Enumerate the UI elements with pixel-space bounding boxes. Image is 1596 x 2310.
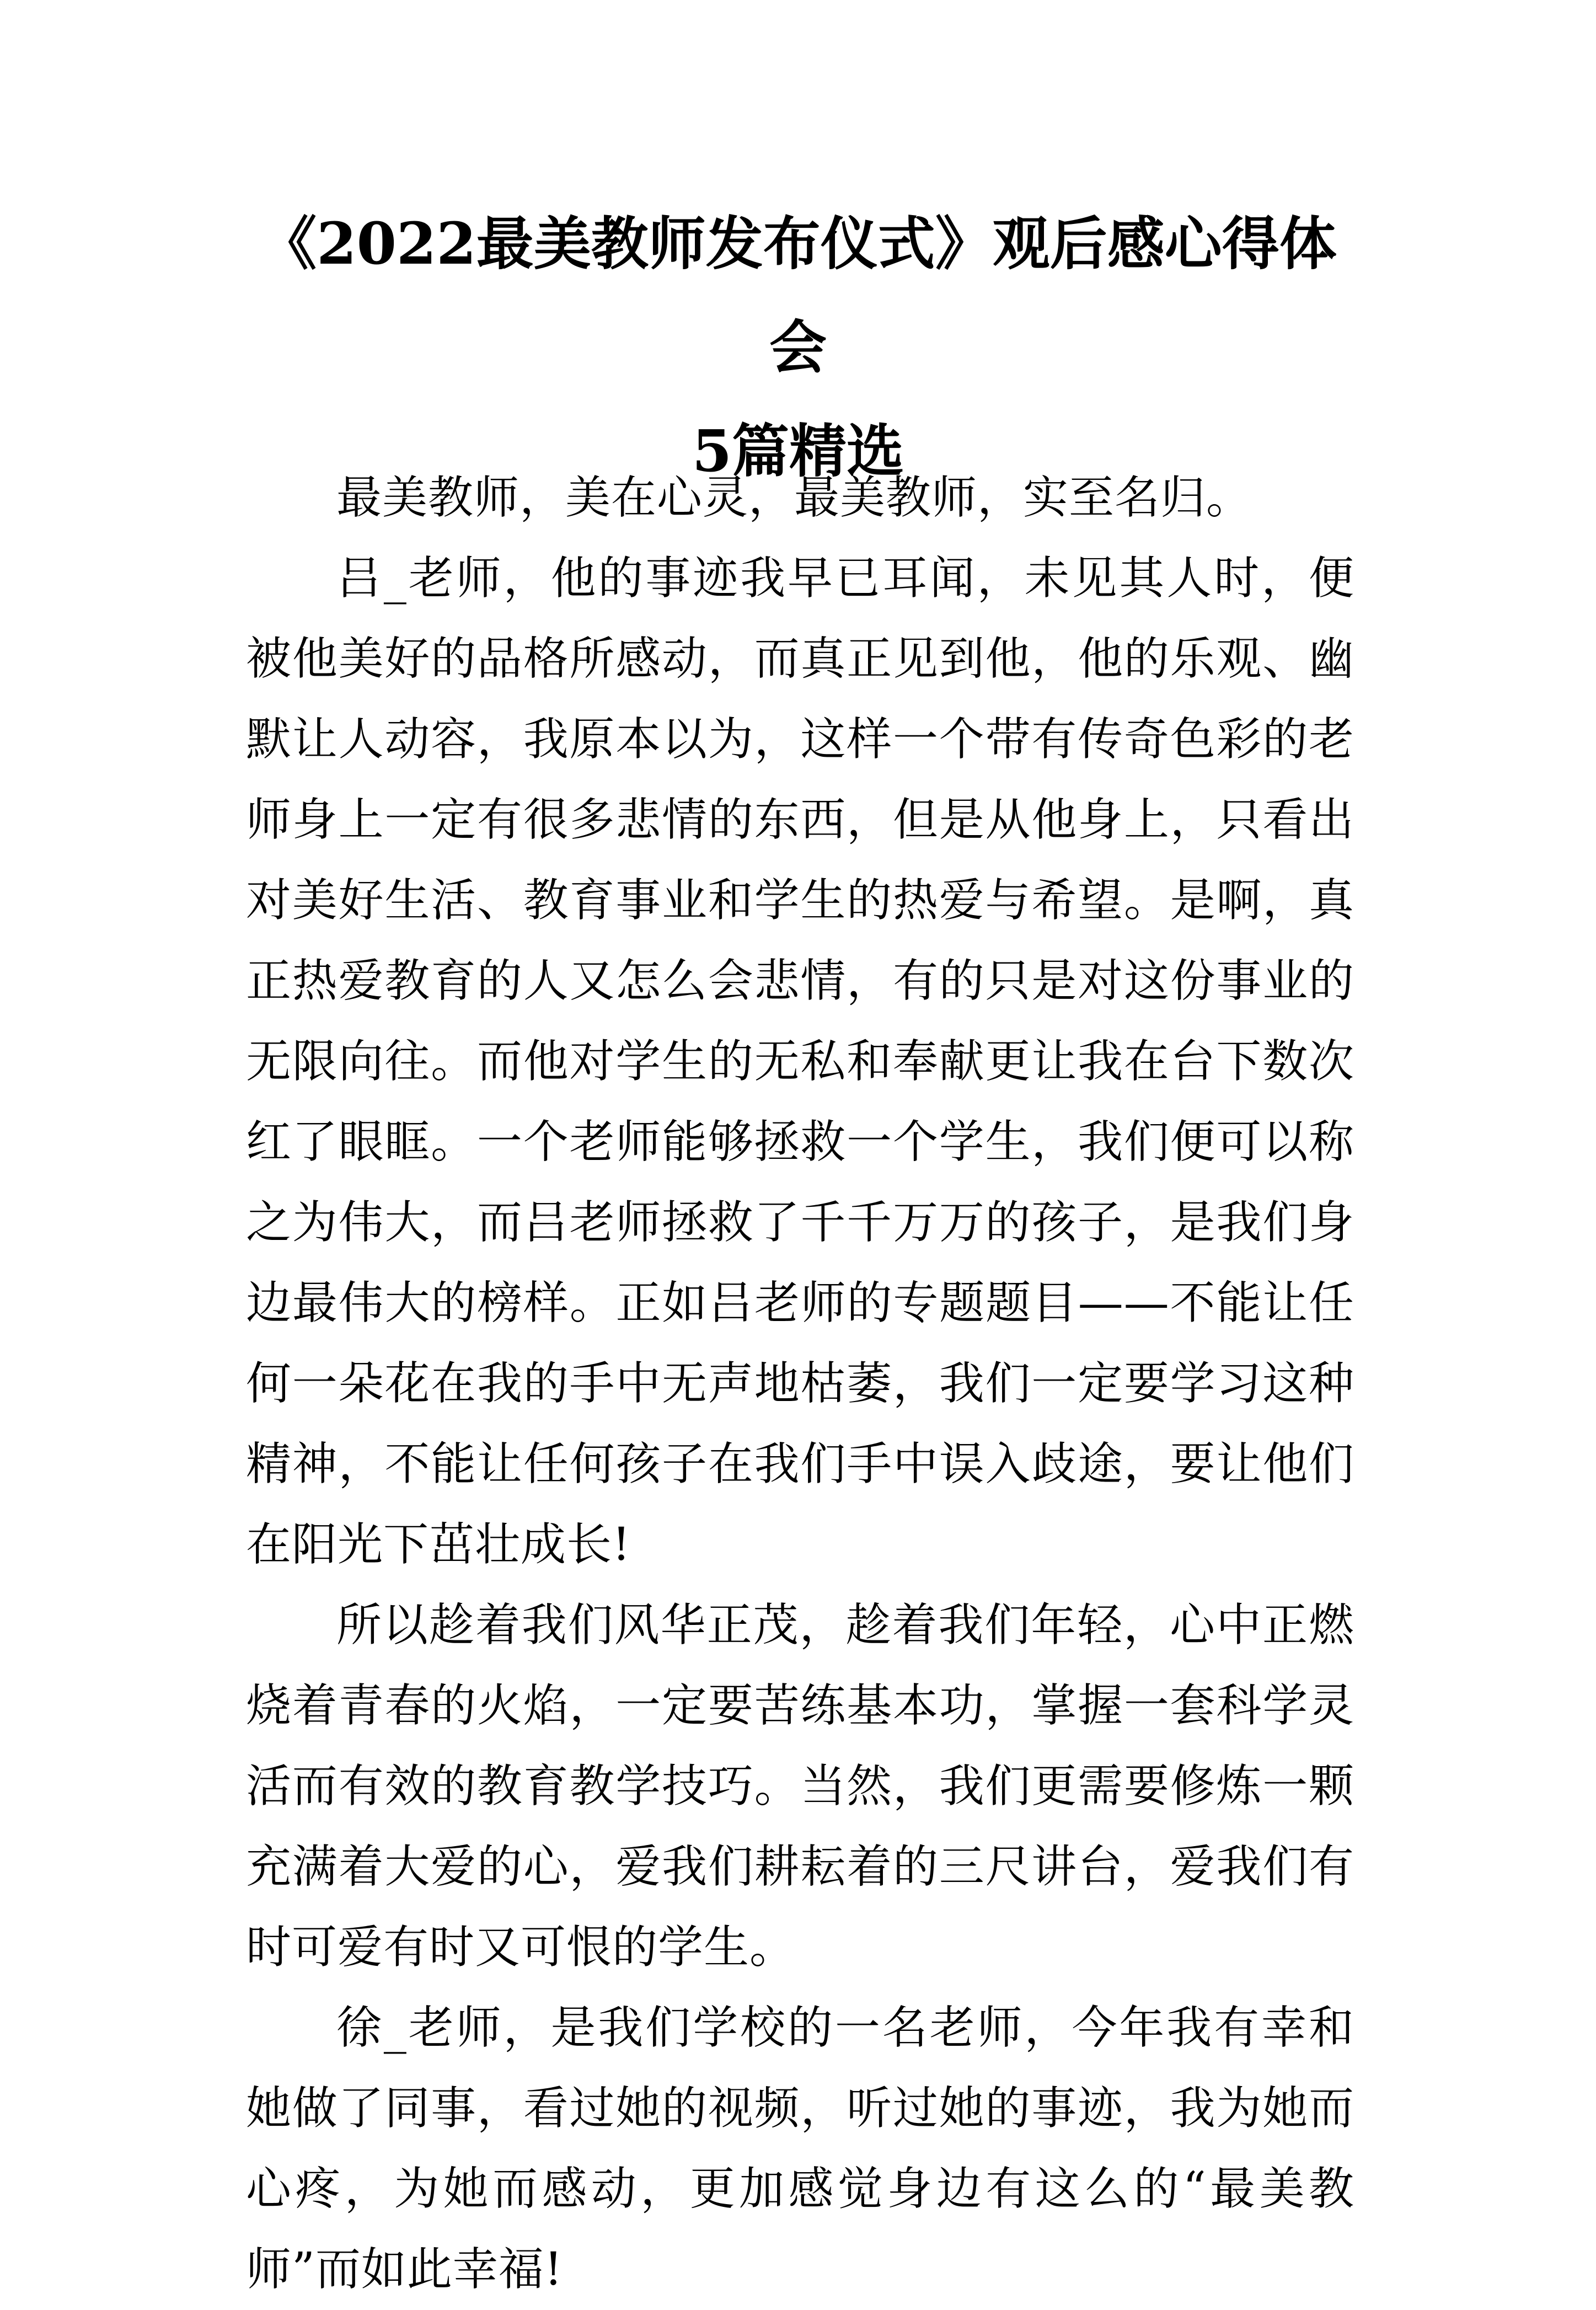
paragraph-1: 最美教师，美在心灵，最美教师，实至名归。	[336, 472, 1252, 524]
document-title	[243, 192, 1353, 503]
paragraph-3: 所以趁着我们风华正茂，趁着我们年轻，心中正燃烧着青春的火焰，一定要苦练基本功，掌握一套科学灵活而有效的教育教学技巧。当然，我们更需要修炼一颗充满着大爱的心，爱我们耕耘着的三尺讲台，爱我们有时可爱有时又可恨的学生。	[246, 1599, 1354, 1974]
title-line-1: 《2022最美教师发布仪式》观后感心得体会	[259, 210, 1337, 381]
title-line-2: 5篇精选	[692, 417, 904, 485]
paragraph-2: 吕_老师，他的事迹我早已耳闻，未见其人时，便被他美好的品格所感动，而真正见到他，他的乐观、幽默让人动容，我原本以为，这样一个带有传奇色彩的老师身上一定有很多悲情的东西，但是从他身上，只看出对美好生活、教育事业和学生的热爱与希望。是啊，真正热爱教育的人又怎么会悲情，有的只是对这份事业的无限向往。而他对学生的无私和奉献更让我在台下数次红了眼眶。一个老师能够拯救一个学生，我们便可以称之为伟大，而吕老师拯救了千千万万的孩子，是我们身边最伟大的榜样。正如吕老师的专题题目——不能让任何一朵花在我的手中无声地枯萎，我们一定要学习这种精神，不能让任何孩子在我们手中误入歧途，要让他们在阳光下茁壮成长!	[246, 552, 1354, 1571]
document-body	[246, 458, 1354, 2310]
paragraph-4: 徐_老师，是我们学校的一名老师，今年我有幸和她做了同事，看过她的视频，听过她的事迹，我为她而心疼，为她而感动，更加感觉身边有这么的“最美教师”而如此幸福!	[246, 2002, 1354, 2296]
